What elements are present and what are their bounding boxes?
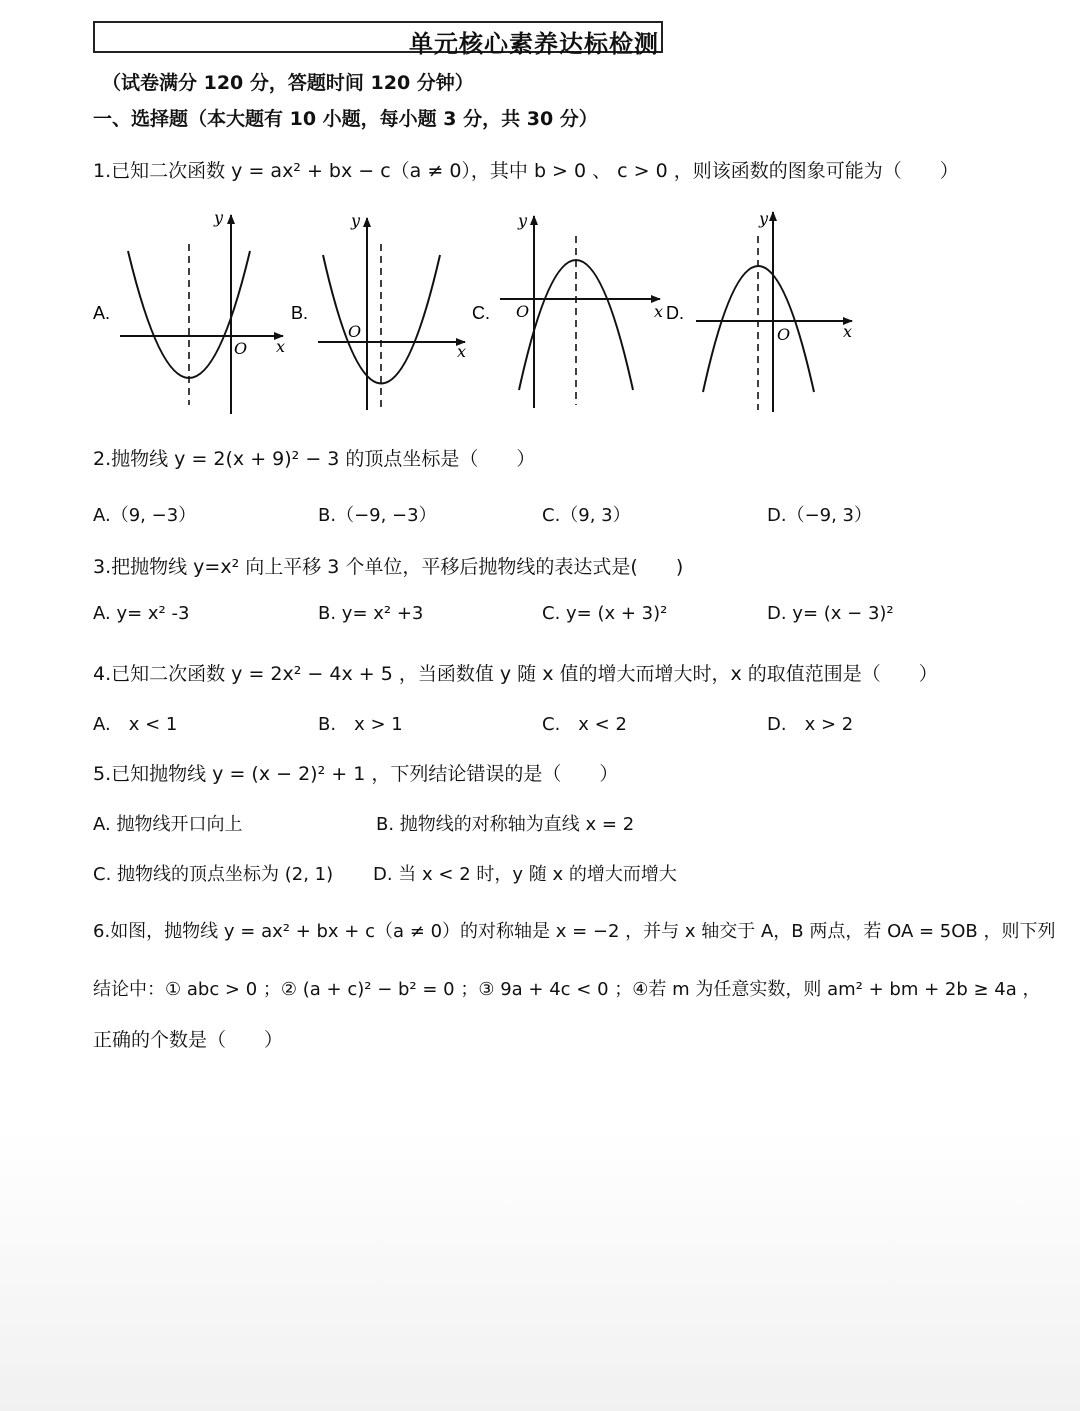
graph-c xyxy=(472,211,663,408)
question-3-option-d[interactable]: D. y= (x − 3)² xyxy=(767,603,894,624)
graph-d-origin-label: O xyxy=(777,325,791,344)
question-4-option-a[interactable]: A. x < 1 xyxy=(93,714,178,735)
question-4-option-b[interactable]: B. x > 1 xyxy=(318,714,403,735)
graph-c-label: C. xyxy=(472,303,490,323)
graph-b-x-label: x xyxy=(457,342,467,361)
graph-a-x-label: x xyxy=(276,337,286,356)
question-5-option-b[interactable]: B. 抛物线的对称轴为直线 x = 2 xyxy=(376,814,635,835)
question-3-option-b[interactable]: B. y= x² +3 xyxy=(318,603,424,624)
question-4-option-c[interactable]: C. x < 2 xyxy=(542,714,627,735)
page-title: 单元核心素养达标检测 xyxy=(409,30,659,58)
graph-a-label: A. xyxy=(93,303,111,323)
graph-c-x-label: x xyxy=(654,302,664,321)
graph-c-origin-label: O xyxy=(516,302,530,321)
question-5-option-d[interactable]: D. 当 x < 2 时，y 随 x 的增大而增大 xyxy=(373,864,677,885)
question-6-number: 6. xyxy=(93,921,111,942)
question-3-number: 3. xyxy=(93,556,112,578)
question-1-stem xyxy=(93,156,959,183)
graph-a-origin-label: O xyxy=(234,339,248,358)
question-5-option-c[interactable]: C. 抛物线的顶点坐标为 (2, 1) xyxy=(93,864,334,885)
question-2-option-b[interactable]: B.（−9, −3） xyxy=(318,505,437,526)
question-4-option-d[interactable]: D. x > 2 xyxy=(767,714,854,735)
graph-b-origin-label: O xyxy=(348,322,362,341)
question-6-stem-line-1 xyxy=(93,917,1055,943)
question-1-graphs xyxy=(0,195,1080,425)
graph-d xyxy=(666,209,852,412)
question-4-number: 4. xyxy=(93,663,112,685)
graph-d-x-label: x xyxy=(843,322,853,341)
exam-note: （试卷满分 120 分，答题时间 120 分钟） xyxy=(102,72,474,94)
question-2-number: 2. xyxy=(93,448,112,470)
question-5-number: 5. xyxy=(93,763,112,785)
graph-c-y-label: y xyxy=(518,211,528,230)
question-6-stem-line-2: 结论中：① abc > 0 ；② (a + c)² − b² = 0 ；③ 9a + 4c < 0 ；④若 m 为任意实数，则 am² + bm + 2b ≥ 4a ， xyxy=(93,979,1041,1000)
question-3-option-c[interactable]: C. y= (x + 3)² xyxy=(542,603,668,624)
question-2-text: 抛物线 y = 2(x + 9)² − 3 的顶点坐标是（ ） xyxy=(111,448,536,470)
question-3-text: 把抛物线 y=x² 向上平移 3 个单位，平移后抛物线的表达式是( ) xyxy=(111,556,684,578)
graph-d-label: D. xyxy=(666,303,684,323)
question-5-option-a[interactable]: A. 抛物线开口向上 xyxy=(93,814,243,835)
question-2-option-c[interactable]: C.（9, 3） xyxy=(542,505,631,526)
graph-b-y-label: y xyxy=(351,211,361,230)
graph-a-y-label: y xyxy=(214,208,224,227)
graph-a xyxy=(93,208,285,414)
question-4-stem xyxy=(93,659,938,686)
question-5-text: 已知抛物线 y = (x − 2)² + 1 ，下列结论错误的是（ ） xyxy=(111,763,619,785)
question-3-stem xyxy=(93,552,683,579)
graph-d-y-label: y xyxy=(759,209,769,228)
title-box xyxy=(93,21,663,58)
graph-b xyxy=(291,211,466,410)
question-4-text: 已知二次函数 y = 2x² − 4x + 5 ，当函数值 y 随 x 值的增大而增大时，x 的取值范围是（ ） xyxy=(111,663,938,685)
question-2-option-d[interactable]: D.（−9, 3） xyxy=(767,505,873,526)
question-2-option-a[interactable]: A.（9, −3） xyxy=(93,505,197,526)
question-6-text-1: 如图，抛物线 y = ax² + bx + c（a ≠ 0）的对称轴是 x = −2 ，并与 x 轴交于 A，B 两点，若 OA = 5OB ，则下列 xyxy=(110,921,1056,942)
question-1-number: 1. xyxy=(93,160,112,182)
question-3-option-a[interactable]: A. y= x² -3 xyxy=(93,603,190,624)
section-heading: 一、选择题（本大题有 10 小题，每小题 3 分，共 30 分） xyxy=(93,108,598,130)
question-2-stem xyxy=(93,444,535,471)
question-5-stem xyxy=(93,759,618,786)
question-6-stem-line-3: 正确的个数是（ ） xyxy=(93,1029,284,1051)
question-1-text: 已知二次函数 y = ax² + bx − c（a ≠ 0），其中 b > 0 、 c > 0 ，则该函数的图象可能为（ ） xyxy=(111,160,959,182)
graph-b-label: B. xyxy=(291,303,309,323)
